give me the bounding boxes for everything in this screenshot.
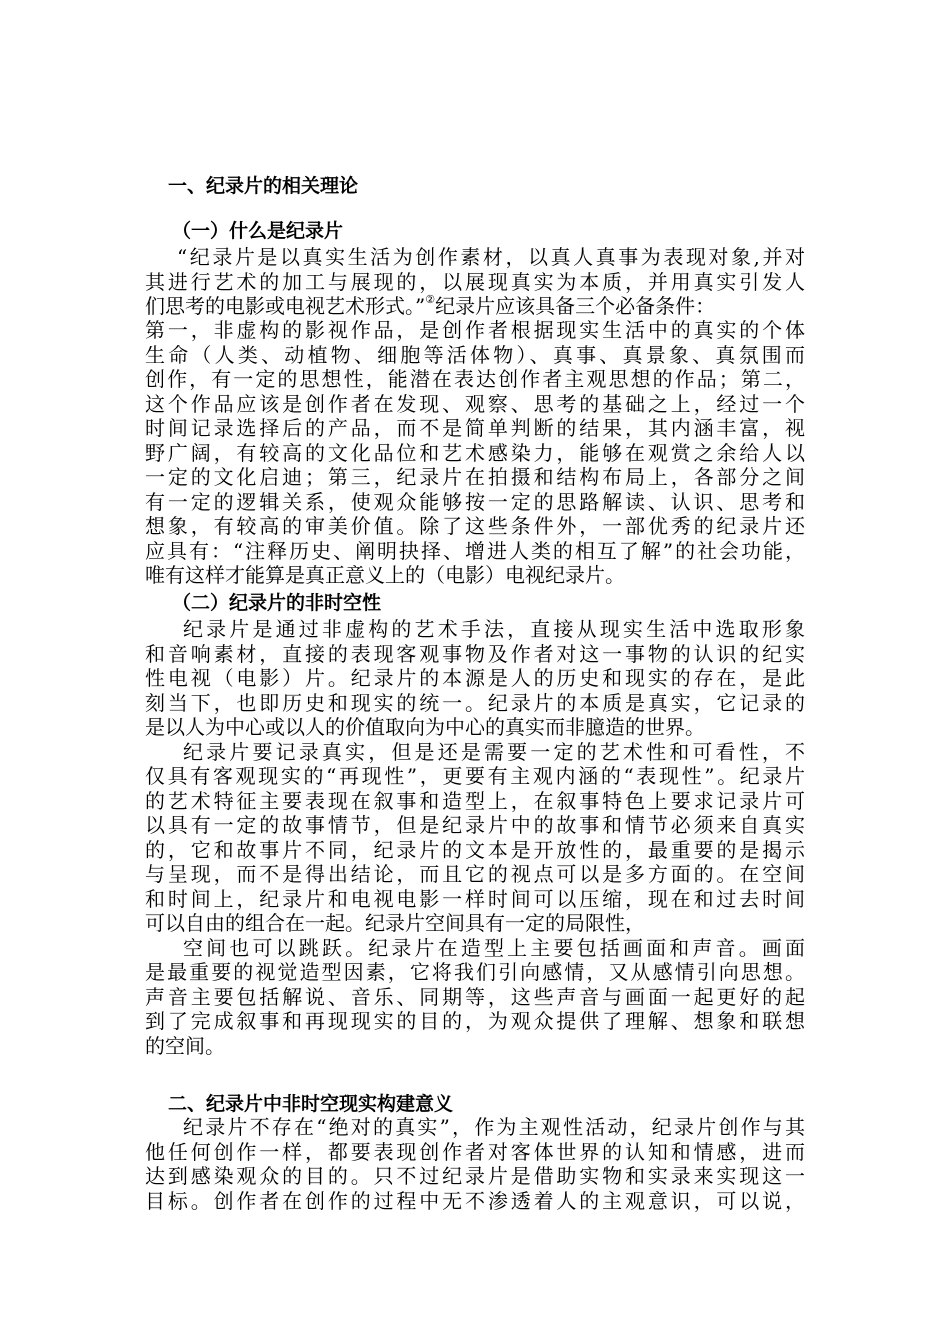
text-line: 纪录片不存在“绝对的真实”，作为主观性活动，纪录片创作与其 — [183, 1115, 805, 1139]
quote-text-continued: 纪录片应该具备三个必备条件： — [435, 294, 716, 318]
text-line: 可以自由的组合在一起。纪录片空间具有一定的局限性， — [145, 911, 645, 935]
text-line: 这个作品应该是创作者在发现、观察、思考的基础之上，经过一个 — [145, 392, 805, 416]
text-line: 性电视（电影）片。纪录片的本源是人的历史和现实的存在，是此 — [145, 666, 805, 690]
text-line: 达到感染观众的目的。只不过纪录片是借助实物和实录来实现这一 — [145, 1164, 805, 1188]
text-line: 想象，有较高的审美价值。除了这些条件外，一部优秀的纪录片还 — [145, 514, 805, 538]
text-line: 有一定的逻辑关系，使观众能够按一定的思路解读、认识、思考和 — [145, 490, 805, 514]
sub1-heading: （一）什么是纪录片 — [172, 220, 344, 242]
text-line: 的艺术特征主要表现在叙事和造型上，在叙事特色上要求记录片可 — [145, 789, 805, 813]
text-line: 纪录片是通过非虚构的艺术手法，直接从现实生活中选取形象 — [183, 617, 805, 641]
quote-text: 们思考的电影或电视艺术形式。” — [145, 294, 426, 318]
text-line: 第一，非虚构的影视作品，是创作者根据现实生活中的真实的个体 — [145, 318, 805, 342]
text-line: 和时间上，纪录片和电视电影一样时间可以压缩，现在和过去时间 — [145, 887, 805, 911]
text-line: 是以人为中心或以人的价值取向为中心的真实而非臆造的世界。 — [145, 715, 705, 739]
text-line: 和音响素材，直接的表现客观事物及作者对这一事物的认识的纪实 — [145, 642, 805, 666]
text-line: 纪录片要记录真实，但是还是需要一定的艺术性和可看性，不 — [183, 740, 805, 764]
text-line: 创作，有一定的思想性，能潜在表达创作者主观思想的作品；第二， — [145, 367, 805, 391]
text-line: 他任何创作一样，都要表现创作者对客体世界的认知和情感，进而 — [145, 1140, 805, 1164]
text-line: 仅具有客观现实的“再现性”，更要有主观内涵的“表现性”。纪录片 — [145, 764, 805, 788]
text-line: 与呈现，而不是得出结论，而且它的视点可以是多方面的。在空间 — [145, 862, 805, 886]
section2-heading: 二、纪录片中非时空现实构建意义 — [168, 1093, 454, 1115]
text-line: 的空间。 — [145, 1034, 225, 1058]
text-line — [145, 294, 805, 318]
text-line: 时间记录选择后的产品，而不是简单判断的结果，其内涵丰富，视 — [145, 416, 805, 440]
text-line: 野广阔，有较高的文化品位和艺术感染力，能够在观赏之余给人以 — [145, 441, 805, 465]
text-line: 到了完成叙事和再现现实的目的，为观众提供了理解、想象和联想 — [145, 1009, 805, 1033]
text-line: 空间也可以跳跃。纪录片在造型上主要包括画面和声音。画面 — [183, 936, 805, 960]
text-line: 以具有一定的故事情节，但是纪录片中的故事和情节必须来自真实 — [145, 813, 805, 837]
text-line: 的，它和故事片不同，纪录片的文本是开放性的，最重要的是揭示 — [145, 838, 805, 862]
text-line: “纪录片是以真实生活为创作素材，以真人真事为表现对象,并对 — [177, 245, 805, 269]
text-line: 是最重要的视觉造型因素，它将我们引向感情，又从感情引向思想。 — [145, 960, 805, 984]
text-line: 唯有这样才能算是真正意义上的（电影）电视纪录片。 — [145, 563, 625, 587]
text-line: 目标。创作者在创作的过程中无不渗透着人的主观意识，可以说， — [145, 1189, 805, 1213]
text-line: 其进行艺术的加工与展现的，以展现真实为本质，并用真实引发人 — [145, 270, 805, 294]
section1-heading: 一、纪录片的相关理论 — [168, 175, 359, 197]
text-line: 刻当下，也即历史和现实的统一。纪录片的本质是真实，它记录的 — [145, 691, 805, 715]
text-line: 一定的文化启迪；第三，纪录片在拍摄和结构布局上，各部分之间 — [145, 465, 805, 489]
footnote-mark: ② — [425, 293, 436, 306]
sub2-heading: （二）纪录片的非时空性 — [172, 592, 382, 614]
text-line: 应具有：“注释历史、阐明抉择、增进人类的相互了解”的社会功能， — [145, 539, 805, 563]
text-line: 生命（人类、动植物、细胞等活体物）、真事、真景象、真氛围而 — [145, 343, 805, 367]
text-line: 声音主要包括解说、音乐、同期等，这些声音与画面一起更好的起 — [145, 985, 805, 1009]
